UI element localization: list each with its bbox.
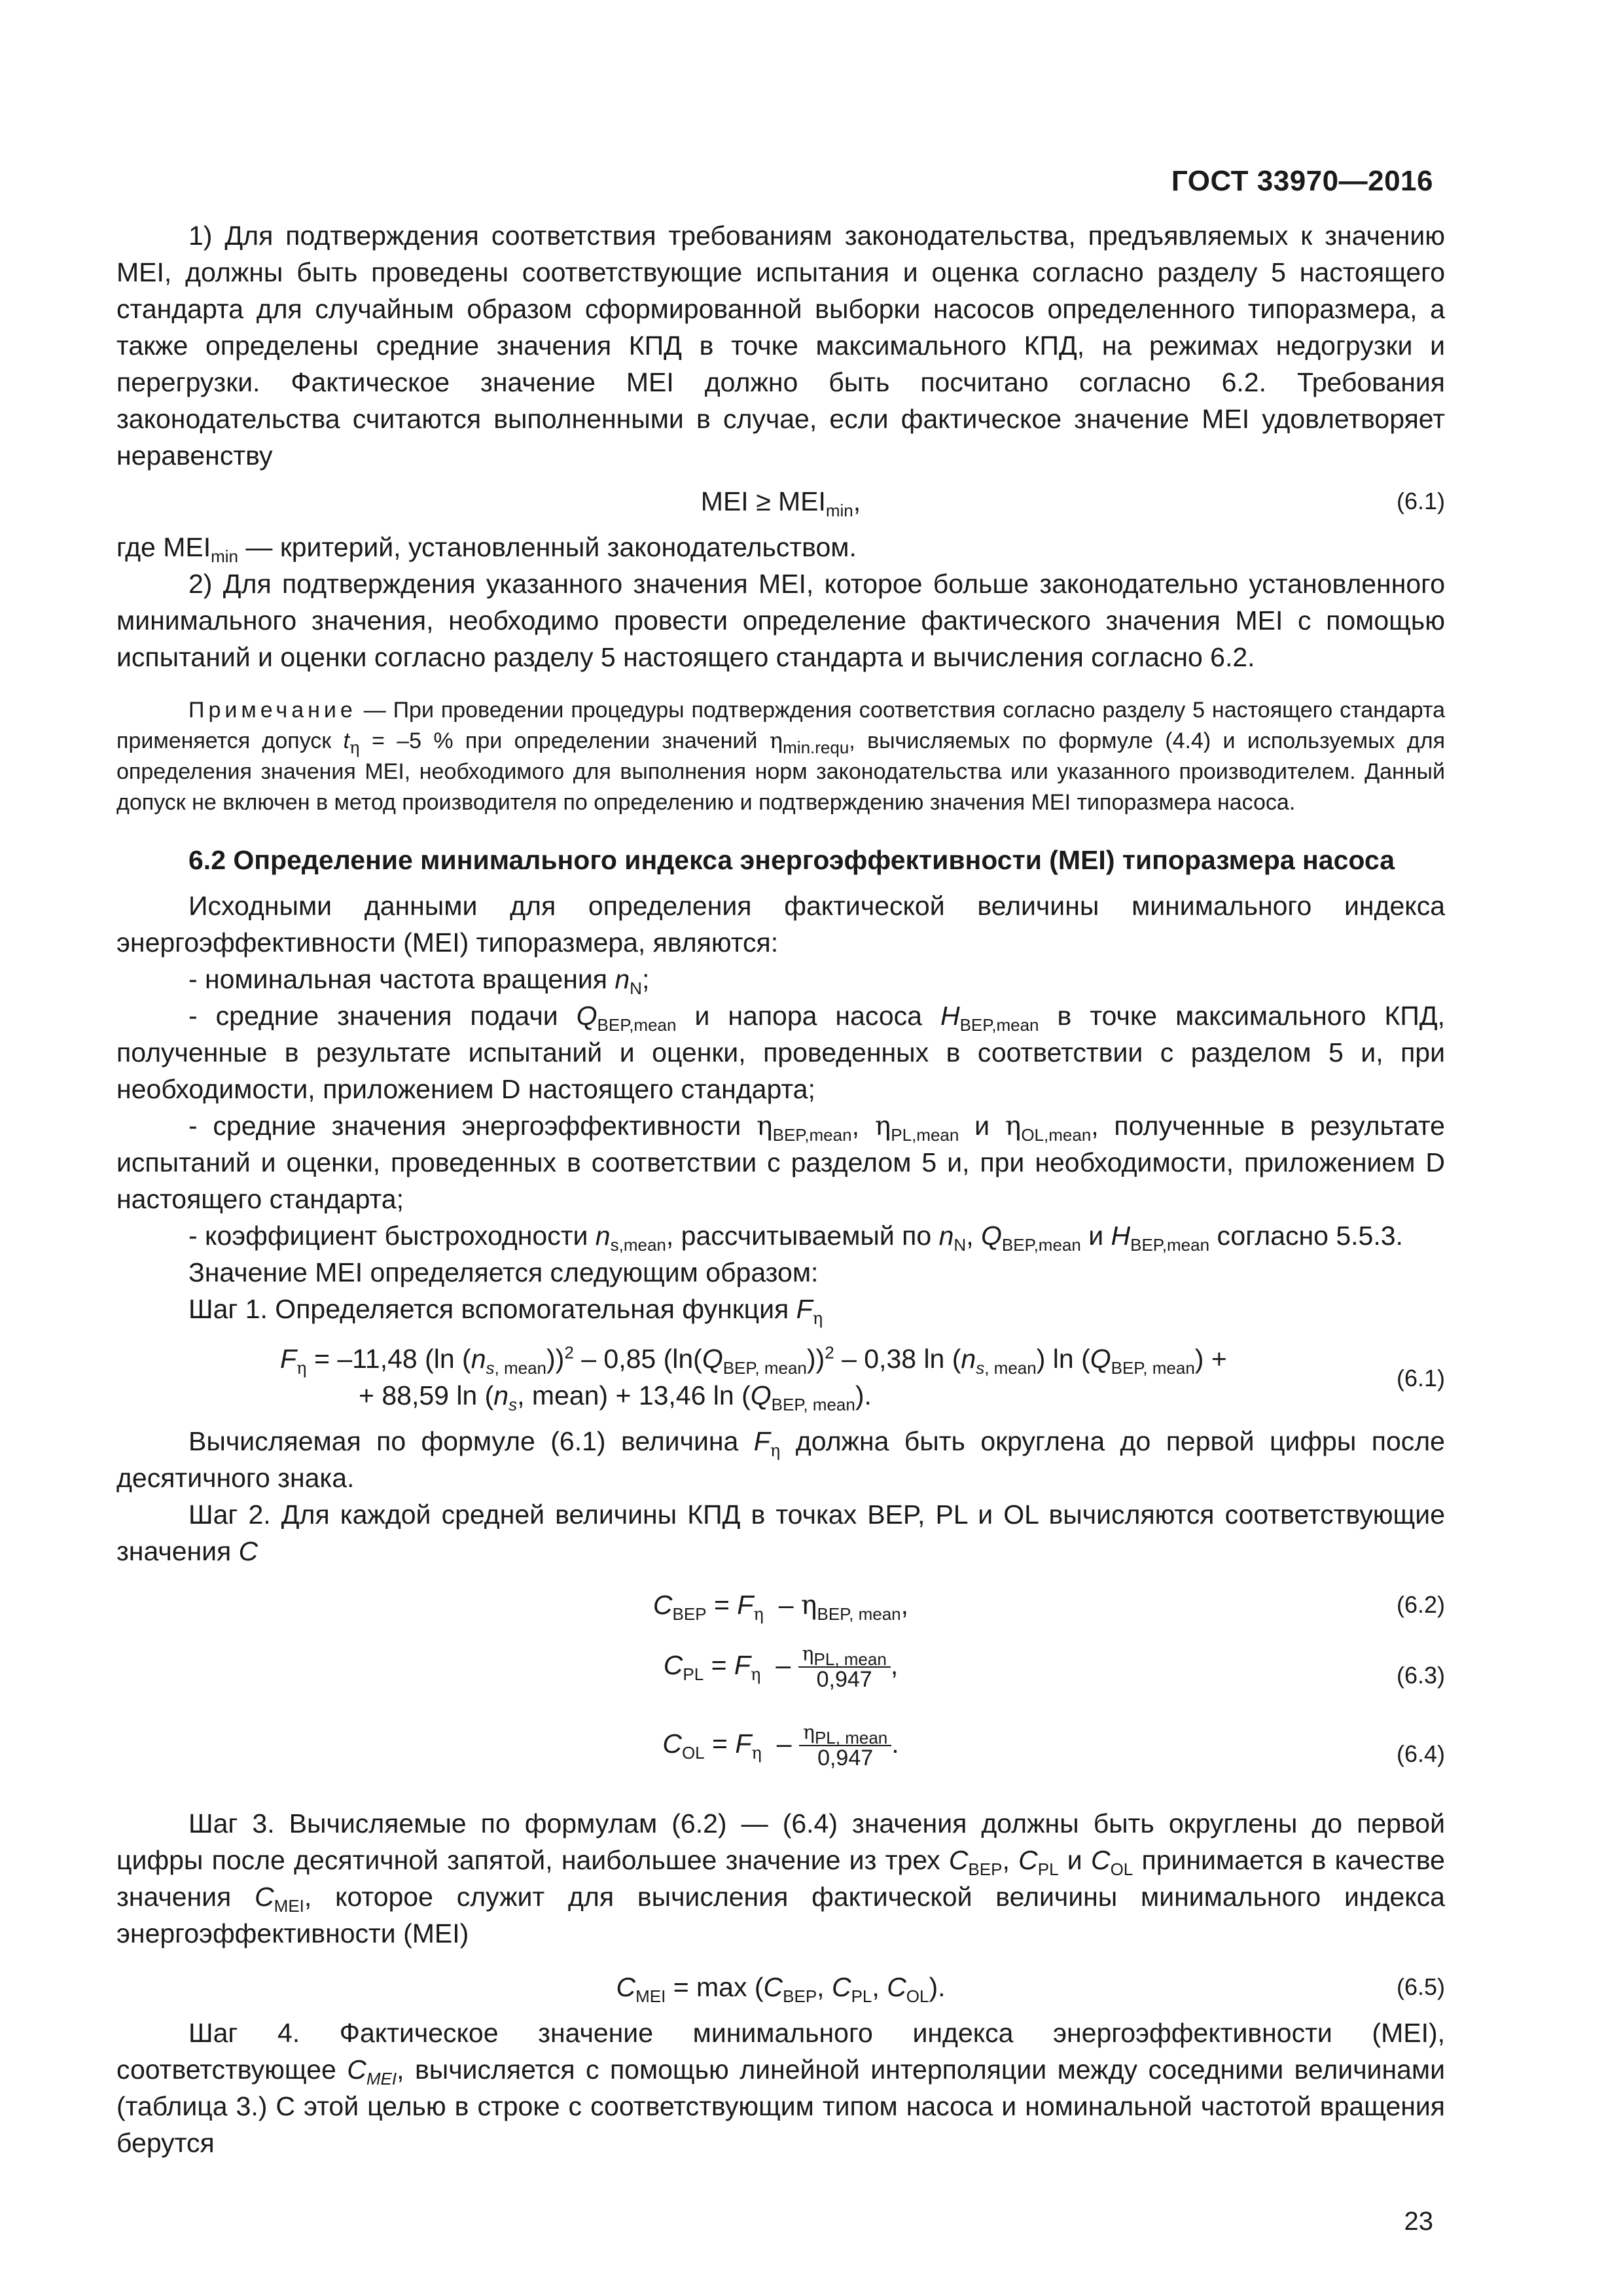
equation-6-2: $C_{BEP} = F_\eta - \eta_{BEP, mean}$, (6.2) bbox=[116, 1587, 1445, 1623]
list-item-1: - номинальная частота вращения $n_N$; bbox=[188, 964, 650, 999]
list-item-4: - коэффициент быстроходности $n_{s,mean}$, рассчитываемый по $n_N$, $Q_{BEP,mean}$ и $H_{BEP,mean}$ согласно 5.5.3. bbox=[188, 1221, 1403, 1255]
equation-number: (6.3) bbox=[1396, 1662, 1445, 1689]
section-title-6-2: 6.2 Определение минимального индекса энергоэффективности (MEI) типоразмера насоса bbox=[188, 845, 1395, 875]
equation-number: (6.1) bbox=[1396, 488, 1445, 514]
equation-6-1-function: $F_\eta = -11,48$ (ln $(n_{s, mean}))^2 - 0,85$ $(\ln(Q_{BEP, mean}))^2 - 0,38$ $\ln (n_{s, mean})$ $\ln (Q_{BEP, mean})$ + + 88,59 $\ln (n_s$, mean) + 13,46 $\ln (Q_{BEP, mean})$. (6.1) bbox=[280, 1342, 1445, 1415]
where-clause: где $MEI_{min}$ — критерий, установленный законодательством. bbox=[116, 532, 857, 567]
equation-number: (6.4) bbox=[1396, 1740, 1445, 1767]
paragraph-4: Значение MEI определяется следующим образом: bbox=[188, 1257, 819, 1287]
page-number: 23 bbox=[1404, 2207, 1433, 2236]
equation-6-5: $C_{MEI} = \max (C_{BEP}$, $C_{PL}$, $C_{OL}$). (6.5) bbox=[116, 1969, 1445, 2005]
step-2: Шаг 2. Для каждой средней величины КПД в точках BEP, PL и OL вычисляются соответствующие значения C bbox=[116, 1499, 1445, 1566]
equation-number: (6.5) bbox=[1396, 1973, 1445, 2000]
list-item-2: - средние значения подачи $Q_{BEP,mean}$ и напора насоса $H_{BEP,mean}$ в точке максимального КПД, полученные в результате испытаний и оценки, проведенных в соответствии с разделом 5 и, при необходимости, приложением D настоящего стандарта; bbox=[116, 1001, 1445, 1104]
paragraph-2: 2) Для подтверждения указанного значения MEI, которое больше законодательно установленного минимального значения, необходимо провести определение фактического значения MEI с помощью испытаний и оценки согласно разделу 5 настоящего стандарта и вычисления согласно 6.2. bbox=[116, 569, 1445, 672]
fraction: $\frac{\eta_{PL, mean}}{0,947}$ bbox=[798, 1643, 891, 1691]
step-1: Шаг 1. Определяется вспомогательная функция $F_\eta$ bbox=[188, 1294, 823, 1329]
note-label: Примечание bbox=[188, 698, 357, 723]
document-header: ГОСТ 33970—2016 bbox=[1171, 165, 1433, 197]
note-block: Примечание — При проведении процедуры подтверждения соответствия согласно разделу 5 настоящего стандарта применяется допуск $t_\eta = -5$ % при определении значений $\eta_{min.requ}$, вычисляемых по формуле (4.4) и используемых для определения значения MEI, необходимого для выполнения норм законодательства или указанного производителем. Данный допуск не включен в метод производителя по определению и подтверждению значения MEI типоразмера насоса. bbox=[116, 698, 1445, 815]
paragraph-3: Исходными данными для определения фактической величины минимального индекса энергоэффективности (MEI) типоразмера, являются: bbox=[116, 891, 1445, 958]
paragraph-5: Вычисляемая по формуле (6.1) величина $F_\eta$ должна быть округлена до первой цифры после десятичного знака. bbox=[116, 1426, 1445, 1493]
step-4: Шаг 4. Фактическое значение минимального индекса энергоэффективности (MEI), соответствующее $C_{MEI}$, вычисляется с помощью линейной интерполяции между соседними величинами (таблица 3.) С этой целью в строке с соответствующим типом насоса и номинальной частотой вращения берутся bbox=[116, 2018, 1445, 2158]
paragraph-1: 1) Для подтверждения соответствия требованиям законодательства, предъявляемых к значению MEI, должны быть проведены соответствующие испытания и оценка согласно разделу 5 настоящего стандарта для случайным образом сформированной выборки насосов определенного типоразмера, а также определены средние значения КПД в точке максимального КПД, на режимах недогрузки и перегрузки. Фактическое значение MEI должно быть посчитано согласно 6.2. Требования законодательства считаются выполненными в случае, если фактическое значение MEI удовлетворяет неравенству bbox=[116, 221, 1445, 471]
list-item-3: - средние значения энергоэффективности $\eta_{BEP,mean}$, $\eta_{PL,mean}$ и $\eta_{OL,mean}$, полученные в результате испытаний и оценки, проведенных в соответствии с разделом 5 и, при необходимости, приложением D настоящего стандарта; bbox=[116, 1110, 1445, 1214]
document-body bbox=[116, 217, 1445, 2161]
equation-6-4: $C_{OL} = F_\eta$ – $\frac{\eta_{PL, mean}}{0,947}$ . (6.4) bbox=[116, 1721, 1445, 1770]
equation-number: (6.2) bbox=[1396, 1591, 1445, 1618]
fraction: $\frac{\eta_{PL, mean}}{0,947}$ bbox=[799, 1721, 891, 1770]
equation-number: (6.1) bbox=[1396, 1365, 1445, 1391]
step-3: Шаг 3. Вычисляемые по формулам (6.2) — (6.4) значения должны быть округлены до первой цифры после десятичной запятой, наибольшее значение из трех $C_{BEP}$, $C_{PL}$ и $C_{OL}$ принимается в качестве значения $C_{MEI}$, которое служит для вычисления фактической величины минимального индекса энергоэффективности (MEI) bbox=[116, 1808, 1445, 1948]
equation-6-1-inequality: MEI ≥ $MEI_{min}$, (6.1) bbox=[116, 483, 1445, 520]
equation-6-3: $C_{PL} = F_\eta$ – $\frac{\eta_{PL, mean}}{0,947}$ , (6.3) bbox=[116, 1643, 1445, 1691]
